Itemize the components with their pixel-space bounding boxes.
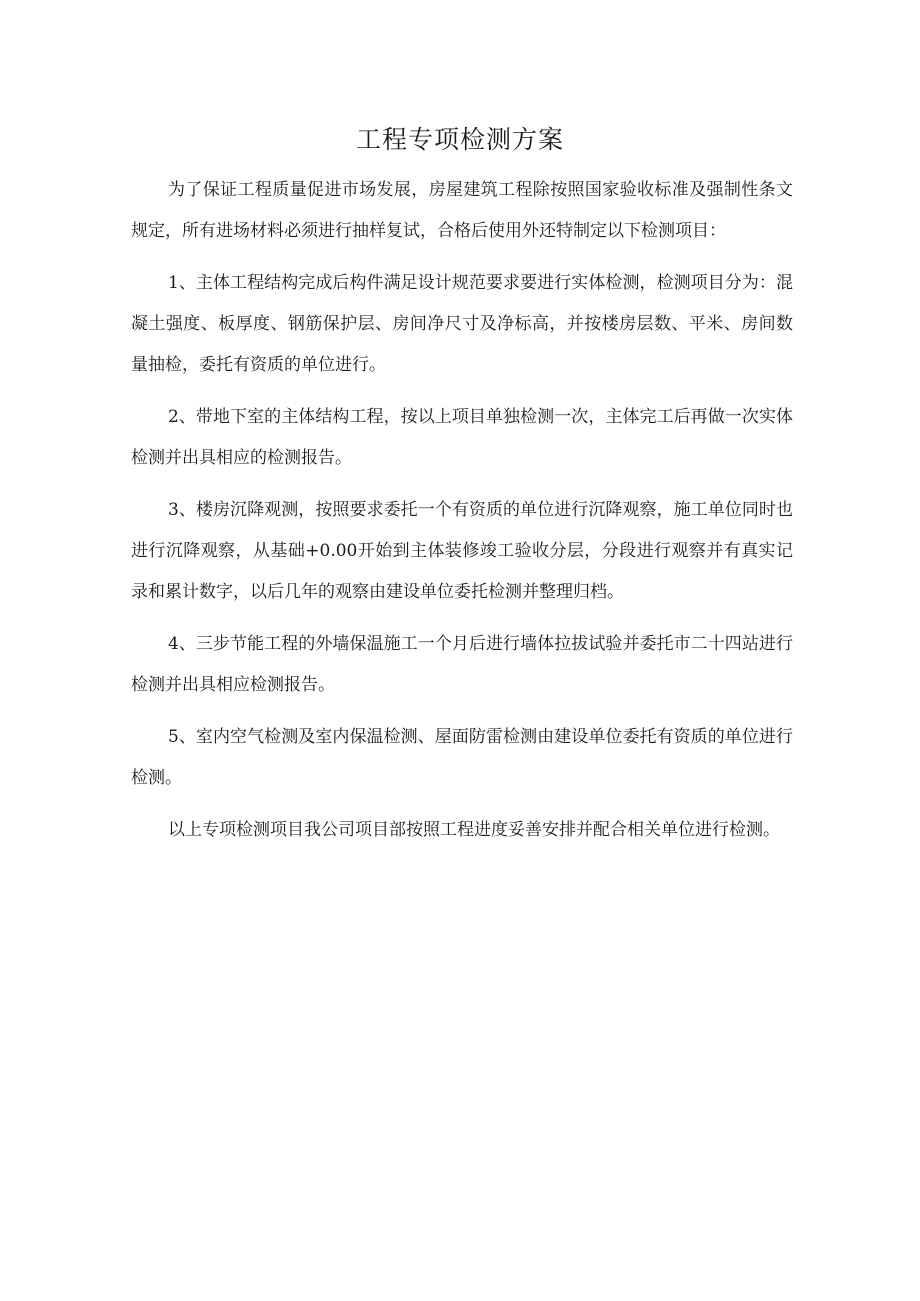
- item-paragraph-2: 2、带地下室的主体结构工程，按以上项目单独检测一次，主体完工后再做一次实体检测并出具相应的检测报告。: [131, 407, 793, 468]
- document-title: 工程专项检测方案: [355, 125, 564, 154]
- closing-paragraph: 以上专项检测项目我公司项目部按照工程进度妥善安排并配合相关单位进行检测。: [168, 820, 780, 840]
- item-paragraph-4: 4、三步节能工程的外墙保温施工一个月后进行墙体拉拔试验并委托市二十四站进行检测并出具相应检测报告。: [131, 634, 793, 695]
- intro-paragraph: 为了保证工程质量促进市场发展，房屋建筑工程除按照国家验收标准及强制性条文规定，所有进场材料必须进行抽样复试，合格后使用外还特制定以下检测项目：: [131, 180, 793, 241]
- item-paragraph-1: 1、主体工程结构完成后构件满足设计规范要求要进行实体检测，检测项目分为：混凝土强度、板厚度、钢筋保护层、房间净尺寸及净标高，并按楼房层数、平米、房间数量抽检，委托有资质的单位进行。: [131, 273, 793, 375]
- item-paragraph-5: 5、室内空气检测及室内保温检测、屋面防雷检测由建设单位委托有资质的单位进行检测。: [131, 727, 793, 788]
- item-paragraph-3: 3、楼房沉降观测，按照要求委托一个有资质的单位进行沉降观察，施工单位同时也进行沉降观察，从基础+0.00开始到主体装修竣工验收分层，分段进行观察并有真实记录和累计数字，以后几年的观察由建设单位委托检测并整理归档。: [131, 500, 793, 602]
- document-body: [131, 170, 793, 862]
